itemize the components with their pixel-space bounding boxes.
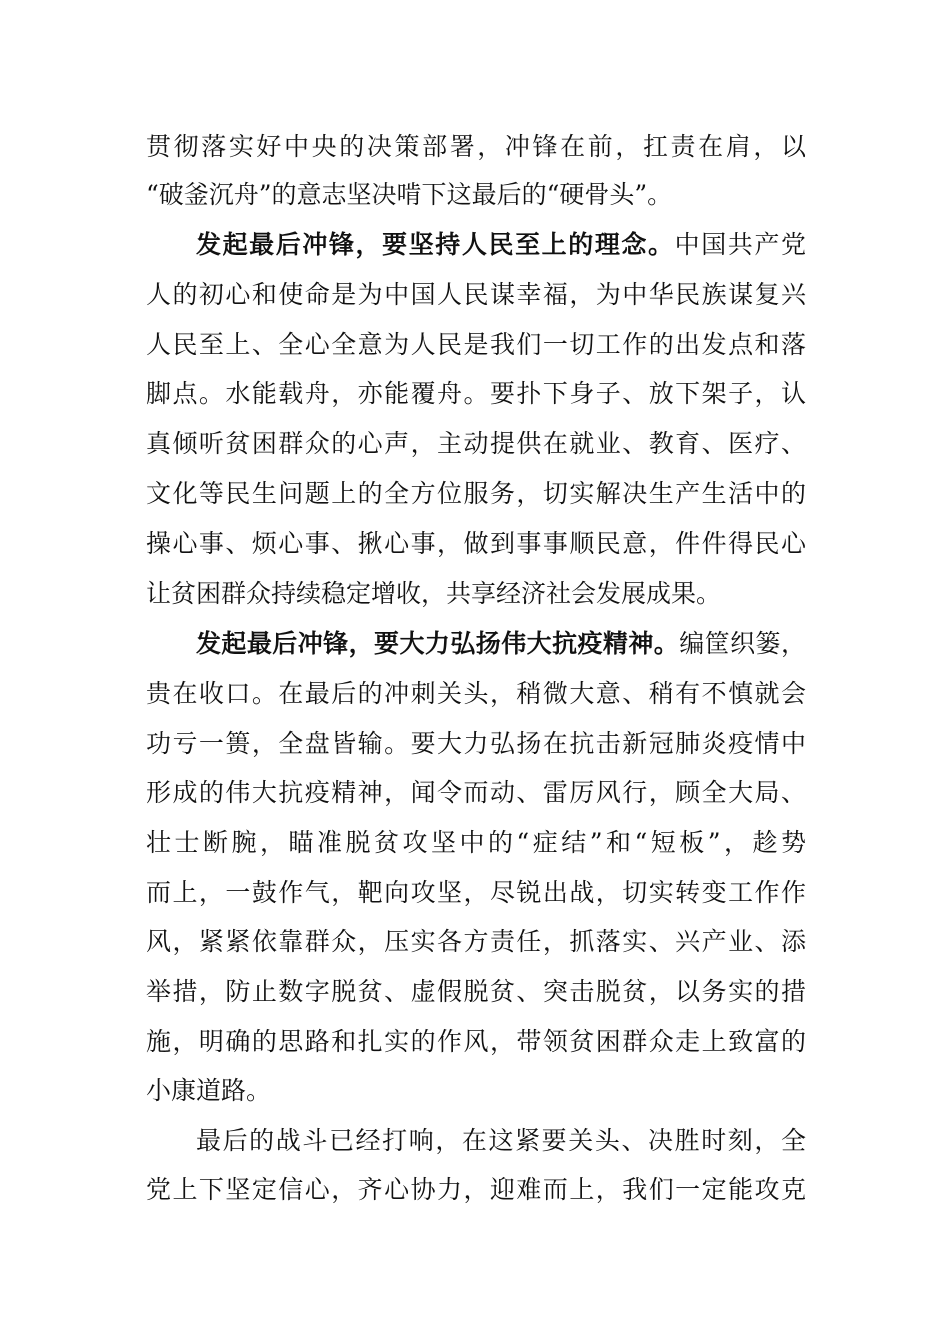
paragraph-2-line-2: 人的初心和使命是为中国人民谋幸福，为中华民族谋复兴	[146, 280, 806, 309]
paragraph-3-line-3: 功亏一篑，全盘皆输。要大力弘扬在抗击新冠肺炎疫情中	[146, 729, 806, 758]
paragraph-3-lead-sentence: 发起最后冲锋，要大力弘扬伟大抗疫精神。	[196, 629, 680, 658]
paragraph-4-line-2: 党上下坚定信心，齐心协力，迎难而上，我们一定能攻克	[146, 1175, 806, 1204]
paragraph-3-line-4: 形成的伟大抗疫精神，闻令而动、雷厉风行，顾全大局、	[146, 778, 806, 807]
paragraph-2-line-6: 文化等民生问题上的全方位服务，切实解决生产生活中的	[146, 479, 806, 508]
paragraph-1-line-1: 贯彻落实好中央的决策部署，冲锋在前，扛责在肩，以	[146, 132, 806, 161]
paragraph-2-line-7: 操心事、烦心事、揪心事，做到事事顺民意，件件得民心	[146, 529, 806, 558]
paragraph-3-line-2: 贵在收口。在最后的冲刺关头，稍微大意、稍有不慎就会	[146, 679, 806, 708]
paragraph-3-first-line	[196, 624, 806, 664]
paragraph-2-first-line-rest: 中国共产党	[674, 230, 806, 259]
paragraph-3-line-5: 壮士断腕，瞄准脱贫攻坚中的“症结”和“短板”，趁势	[146, 828, 806, 857]
paragraph-4-first-line: 最后的战斗已经打响，在这紧要关头、决胜时刻，全	[196, 1126, 806, 1155]
paragraph-3-line-6: 而上，一鼓作气，靶向攻坚，尽锐出战，切实转变工作作	[146, 878, 806, 907]
paragraph-3-line-10: 小康道路。	[146, 1076, 272, 1105]
paragraph-2-line-8: 让贫困群众持续稳定增收，共享经济社会发展成果。	[146, 579, 722, 608]
paragraph-2-line-3: 人民至上、全心全意为人民是我们一切工作的出发点和落	[146, 330, 806, 359]
paragraph-2-first-line	[196, 225, 806, 265]
paragraph-1-line-2: “破釜沉舟”的意志坚决啃下这最后的“硬骨头”。	[146, 180, 673, 209]
paragraph-3-first-line-rest: 编筐织篓，	[679, 629, 806, 658]
paragraph-3-line-7: 风，紧紧依靠群众，压实各方责任，抓落实、兴产业、添	[146, 927, 806, 956]
paragraph-3-line-9: 施，明确的思路和扎实的作风，带领贫困群众走上致富的	[146, 1027, 806, 1056]
paragraph-2-line-5: 真倾听贫困群众的心声，主动提供在就业、教育、医疗、	[146, 429, 806, 458]
paragraph-2-line-4: 脚点。水能载舟，亦能覆舟。要扑下身子、放下架子，认	[146, 379, 806, 408]
paragraph-2-lead-sentence: 发起最后冲锋，要坚持人民至上的理念。	[196, 230, 675, 259]
paragraph-3-line-8: 举措，防止数字脱贫、虚假脱贫、突击脱贫，以务实的措	[146, 977, 806, 1006]
